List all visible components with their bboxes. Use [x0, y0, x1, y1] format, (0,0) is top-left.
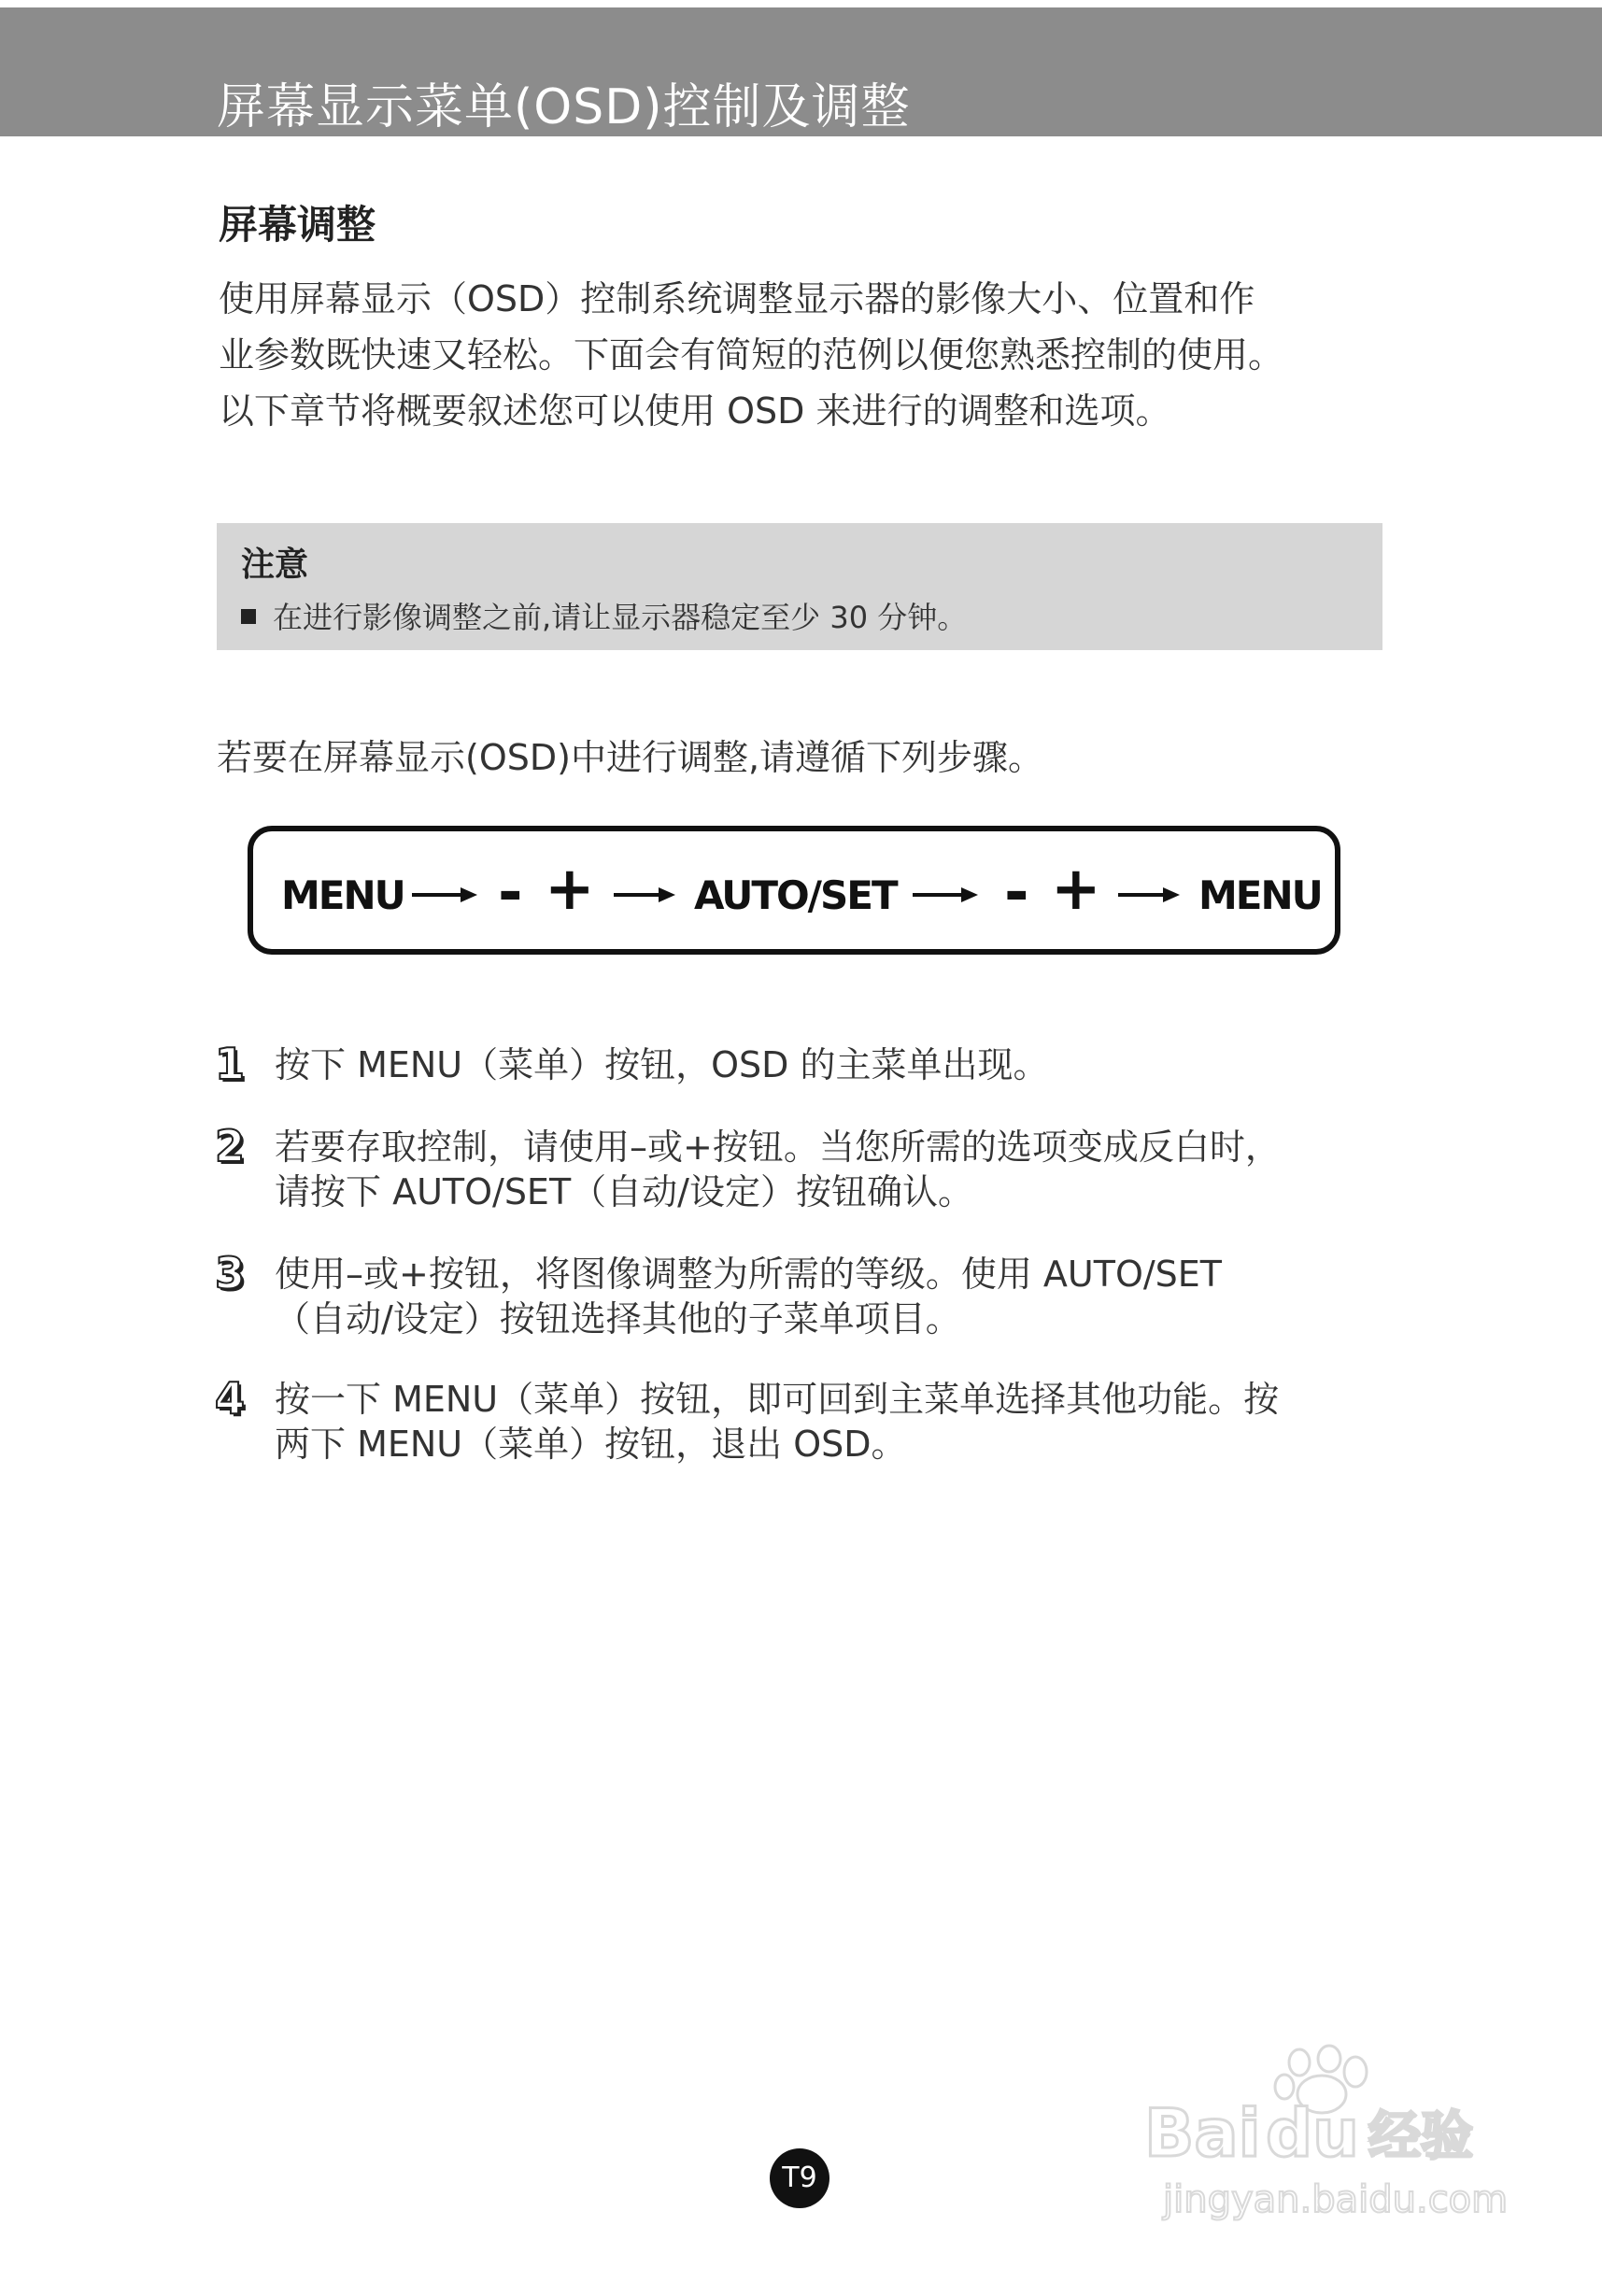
- note-box: [217, 523, 1382, 650]
- step-line: 按一下 MENU（菜单）按钮，即可回到主菜单选择其他功能。按: [275, 1379, 1280, 1420]
- step-text: [275, 1377, 1396, 1467]
- step-line: （自动/设定）按钮选择其他的子菜单项目。: [275, 1298, 961, 1339]
- page-number-badge: T9: [770, 2148, 829, 2208]
- section-heading: 屏幕调整: [219, 202, 376, 248]
- note-title: 注意: [241, 546, 309, 584]
- step-number: 4: [215, 1373, 246, 1424]
- intro-line: 业参数既快速又轻松。下面会有简短的范例以便您熟悉控制的使用。: [219, 334, 1284, 376]
- step-text: [275, 1252, 1396, 1341]
- flow-plus-label: +: [1051, 855, 1101, 924]
- button-flow-diagram: [248, 826, 1340, 955]
- step-number: 3: [215, 1248, 246, 1298]
- header-bar: [0, 7, 1602, 136]
- step-text: [275, 1125, 1396, 1214]
- step-line: 请按下 AUTO/SET（自动/设定）按钮确认。: [275, 1171, 973, 1212]
- page-title: 屏幕显示菜单(OSD)控制及调整: [217, 79, 911, 135]
- steps-intro: 若要在屏幕显示(OSD)中进行调整,请遵循下列步骤。: [217, 737, 1044, 778]
- svg-text:Bai: Bai: [1144, 2095, 1261, 2172]
- step-line: 若要存取控制，请使用–或+按钮。当您所需的选项变成反白时，: [275, 1127, 1281, 1168]
- svg-text:du: du: [1266, 2095, 1359, 2172]
- flow-minus-label: -: [498, 858, 523, 928]
- flow-minus-label: -: [1004, 858, 1029, 928]
- note-item: [241, 594, 967, 637]
- svg-text:jingyan.baidu.com: jingyan.baidu.com: [1163, 2178, 1509, 2221]
- step-number: 1: [215, 1039, 246, 1089]
- svg-text:经验: 经验: [1368, 2106, 1473, 2167]
- flow-plus-label: +: [545, 855, 595, 924]
- right-arrow-icon: [412, 884, 477, 906]
- square-bullet-icon: [241, 609, 256, 624]
- step-line: 使用–或+按钮，将图像调整为所需的等级。使用 AUTO/SET: [275, 1254, 1222, 1295]
- right-arrow-icon: [913, 884, 978, 906]
- step-line: 按下 MENU（菜单）按钮，OSD 的主菜单出现。: [275, 1044, 1049, 1085]
- intro-line: 以下章节将概要叙述您可以使用 OSD 来进行的调整和选项。: [219, 390, 1171, 432]
- step-number: 2: [215, 1121, 246, 1171]
- note-item-text: 在进行影像调整之前,请让显示器稳定至少 30 分钟。: [273, 600, 968, 635]
- step-text: [275, 1042, 1396, 1087]
- intro-line: 使用屏幕显示（OSD）控制系统调整显示器的影像大小、位置和作: [219, 278, 1255, 319]
- intro-paragraph: [219, 271, 1396, 439]
- step-line: 两下 MENU（菜单）按钮，退出 OSD。: [275, 1424, 907, 1465]
- flow-autoset-label: AUTO/SET: [694, 872, 897, 918]
- right-arrow-icon: [614, 884, 675, 906]
- flow-menu-label: MENU: [1198, 872, 1322, 918]
- flow-menu-label: MENU: [281, 872, 404, 918]
- right-arrow-icon: [1118, 884, 1180, 906]
- baidu-jingyan-watermark: [1135, 2044, 1527, 2231]
